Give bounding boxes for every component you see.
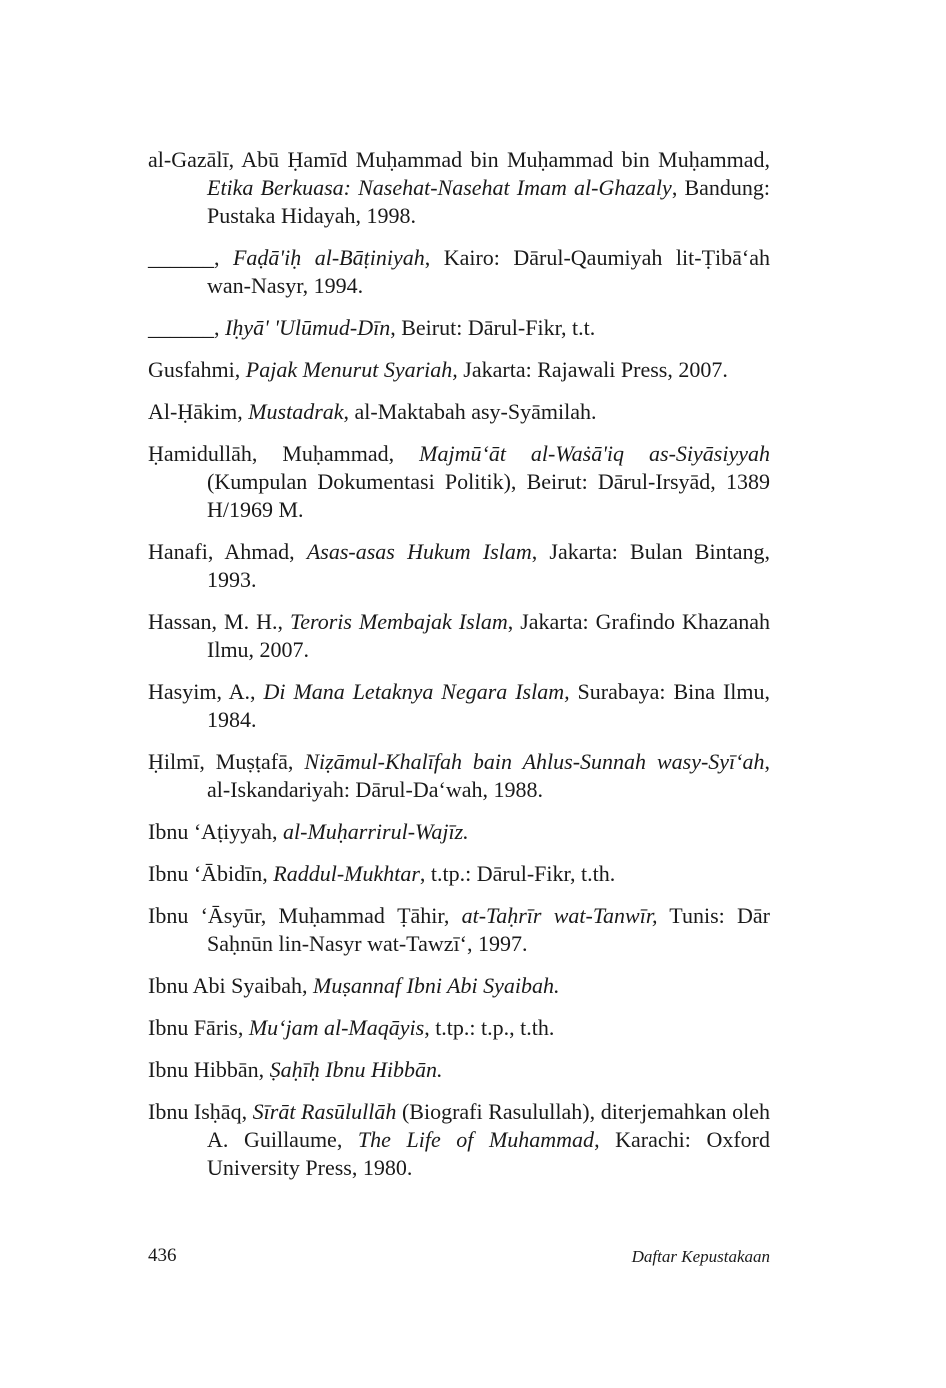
entry-author: ______, (148, 315, 225, 340)
entry-publication: , Kairo: Dārul-Qaumiyah lit-Ṭibā‘ah wan-Nasyr, 1994. (207, 245, 770, 298)
entry-author: Ibnu Hibbān, (148, 1057, 270, 1082)
entry-title: Majmū‘āt al-Waṡā'iq as-Siyāsiyyah (419, 441, 771, 466)
bibliography-entry (148, 356, 770, 384)
entry-title: Teroris Membajak Islam (290, 609, 508, 634)
entry-title: Raddul-Mukhtar (273, 861, 420, 886)
entry-author: Ibnu Isḥāq, (148, 1099, 253, 1124)
entry-author: ______, (148, 245, 233, 270)
bibliography-entry (148, 748, 770, 804)
entry-title: at-Taḥrīr wat-Tanwīr, (461, 903, 658, 928)
entry-publication: , Jakarta: Bulan Bintang, 1993. (207, 539, 770, 592)
bibliography-entry (148, 972, 770, 1000)
entry-author: Ḥamidullāh, Muḥammad, (148, 441, 420, 466)
bibliography-entry (148, 608, 770, 664)
entry-author: al-Gazālī, Abū Ḥamīd Muḥammad bin Muḥammad bin Muḥammad, (148, 147, 770, 172)
entry-publication: , Beirut: Dārul-Fikr, t.t. (390, 315, 596, 340)
bibliography-entry (148, 244, 770, 300)
entry-author: Ibnu ‘Aṭiyyah, (148, 819, 284, 844)
bibliography-entry (148, 818, 770, 846)
entry-author: Gusfahmi, (148, 357, 246, 382)
bibliography-entry (148, 902, 770, 958)
entry-title: Etika Berkuasa: Nasehat-Nasehat Imam al-Ghazaly (207, 175, 672, 200)
entry-author: Ibnu Fāris, (148, 1015, 249, 1040)
bibliography-entry (148, 1056, 770, 1084)
entry-author: Ibnu ‘Ābidīn, (148, 861, 274, 886)
entry-publication-translation: , Karachi: Oxford University Press, 1980. (207, 1127, 770, 1180)
entry-publication: Surabaya: Bina Ilmu, 1984. (207, 679, 770, 732)
entry-publication: , al-Maktabah asy-Syāmilah. (343, 399, 597, 424)
entry-publication: , al-Iskandariyah: Dārul-Da‘wah, 1988. (207, 749, 770, 802)
entry-title: Di Mana Letaknya Negara Islam, (263, 679, 570, 704)
entry-title: Sīrāt Rasūlullāh (252, 1099, 397, 1124)
entry-title: Pajak Menurut Syariah, (245, 357, 458, 382)
entry-title: Mu‘jam al-Maqāyis (248, 1015, 425, 1040)
entry-title: Asas-asas Hukum Islam (306, 539, 532, 564)
entry-title: Muṣannaf Ibni Abi Syaibah. (313, 973, 560, 998)
bibliography-entry (148, 314, 770, 342)
entry-author: Ibnu Abi Syaibah, (148, 973, 313, 998)
bibliography-entry (148, 538, 770, 594)
bibliography-entry (148, 398, 770, 426)
entry-author: Hasyim, A., (148, 679, 264, 704)
entry-title: al-Muḥarrirul-Wajīz. (283, 819, 469, 844)
entry-publication: , Jakarta: Grafindo Khazanah Ilmu, 2007. (207, 609, 770, 662)
entry-author: Hassan, M. H., (148, 609, 290, 634)
entry-author: Ḥilmī, Muṣṭafā, (148, 749, 305, 774)
bibliography-entry (148, 860, 770, 888)
entry-publication: , t.tp.: t.p., t.th. (424, 1015, 555, 1040)
entry-author: Ibnu ‘Āsyūr, Muḥammad Ṭāhir, (148, 903, 462, 928)
running-footer-title: Daftar Kepustakaan (631, 1247, 770, 1266)
bibliography-entry (148, 1014, 770, 1042)
entry-publication: Jakarta: Rajawali Press, 2007. (457, 357, 728, 382)
entry-publication: Tunis: Dār Saḥnūn lin-Nasyr wat-Tawzī‘, 1997. (207, 903, 770, 956)
bibliography-entry (148, 1098, 770, 1182)
entry-title: Niẓāmul-Khalīfah bain Ahlus-Sunnah wasy-Syī‘ah (304, 749, 765, 774)
entry-publication: , t.tp.: Dārul-Fikr, t.th. (419, 861, 616, 886)
entry-author: Al-Ḥākim, (148, 399, 249, 424)
bibliography-entry (148, 678, 770, 734)
bibliography-list (148, 146, 770, 1196)
entry-title-translation: The Life of Muhammad (357, 1127, 595, 1152)
entry-title: Ṣaḥīḥ Ibnu Hibbān. (269, 1057, 443, 1082)
entry-publication: (Kumpulan Dokumentasi Politik), Beirut: Dārul-Irsyād, 1389 H/1969 M. (207, 469, 770, 522)
entry-publication: (Biografi Rasulullah), diterjemahkan oleh A. Guillaume, (207, 1099, 771, 1152)
bibliography-entry (148, 146, 770, 230)
entry-title: Iḥyā' 'Ulūmud-Dīn (225, 315, 391, 340)
page-number: 436 (148, 1245, 177, 1266)
entry-title: Mustadrak (248, 399, 344, 424)
entry-publication: , Bandung: Pustaka Hidayah, 1998. (207, 175, 770, 228)
bibliography-entry (148, 440, 770, 524)
entry-author: Hanafi, Ahmad, (148, 539, 307, 564)
entry-title: Faḍā'iḥ al-Bāṭiniyah (232, 245, 425, 270)
